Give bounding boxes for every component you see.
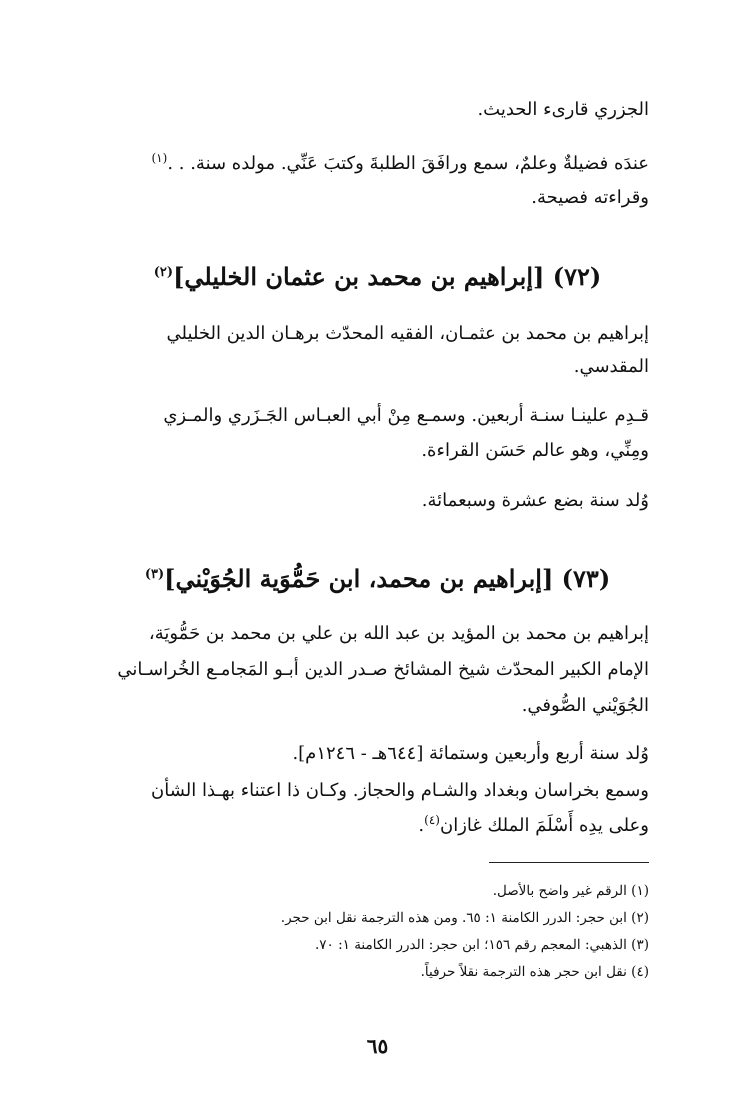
entry-73-para-3-line-1 (100, 777, 649, 805)
entry-72-para-1-line-1 (100, 320, 649, 348)
page-number: ٦٥ (366, 1034, 389, 1058)
footnote-1 (100, 880, 649, 902)
entry-72-para-2-line-1 (100, 402, 649, 430)
intro-para-line-1 (100, 150, 649, 178)
entry-heading-text: (٧٢) [إبراهيم بن محمد بن عثمان الخليلي] (173, 262, 602, 291)
intro-para-text: عندَه فضيلةٌ وعلمٌ، سمع ورافَقَ الطلبةَ وكتبَ عَنِّي. مولده سنة. . . (167, 153, 649, 174)
footnote-text: (١) الرقم غير واضح بالأصل. (492, 883, 649, 899)
footnote-ref[interactable]: (١) (151, 151, 168, 165)
footnote-ref[interactable]: (٤) (424, 813, 440, 827)
entry-73-para-1-line-1 (100, 620, 649, 648)
entry-73-para-1-line-3 (100, 692, 649, 720)
footnote-separator (489, 862, 649, 863)
entry-text: وُلد سنة أربع وأربعين وستمائة [٦٤٤هـ - ١٢٤٦م]. (292, 743, 649, 764)
footnote-4 (100, 961, 649, 983)
entry-72-para-3-line-1 (100, 487, 649, 515)
entry-heading-73 (90, 562, 665, 596)
footnote-2 (100, 907, 649, 929)
footnote-text: (٢) ابن حجر: الدرر الكامنة ١: ٦٥. ومن هذه الترجمة نقل ابن حجر. (280, 910, 649, 926)
footnote-text: (٣) الذهبي: المعجم رقم ١٥٦؛ ابن حجر: الدرر الكامنة ١: ٧٠. (314, 937, 649, 953)
entry-text: الإمام الكبير المحدّث شيخ المشائخ صـدر الدين أبـو المَجامـع الخُراسـاني (117, 659, 649, 680)
entry-text: ومِنِّي، وهو عالم حَسَن القراءة. (421, 440, 649, 461)
entry-heading-72 (90, 260, 665, 294)
intro-line (100, 96, 649, 124)
entry-73-para-1-line-2 (100, 656, 649, 684)
entry-text: الجُوَيْني الصُّوفي. (521, 695, 649, 716)
entry-text: قـدِم علينـا سنـة أربعين. وسمـع مِنْ أبي العبـاس الجَـزَري والمـزي (163, 405, 649, 426)
entry-text: إبراهيم بن محمد بن المؤيد بن عبد الله بن علي بن محمد بن حَمُّويَة، (148, 623, 649, 644)
footnote-text: (٤) نقل ابن حجر هذه الترجمة نقلاً حرفياً. (420, 964, 649, 980)
entry-text-end: . (418, 815, 425, 836)
entry-heading-text: (٧٣) [إبراهيم بن محمد، ابن حَمُّوَية الجُوَيْني] (164, 564, 611, 593)
entry-text: وعلى يدِه أَسْلَمَ الملك غازان (439, 815, 649, 836)
footnote-3 (100, 934, 649, 956)
intro-para-line-2 (100, 184, 649, 212)
footnote-ref[interactable]: (٢) (153, 265, 174, 280)
footnote-ref[interactable]: (٣) (144, 567, 165, 582)
entry-text: وُلد سنة بضع عشرة وسبعمائة. (421, 490, 649, 511)
entry-text: وسمع بخراسان وبغداد والشـام والحجاز. وكـان ذا اعتناء بهـذا الشأن (151, 780, 649, 801)
entry-text: المقدسي. (573, 356, 649, 377)
entry-73-para-3-line-2 (100, 812, 649, 840)
entry-72-para-2-line-2 (100, 437, 649, 465)
entry-text: إبراهيم بن محمد بن عثمـان، الفقيه المحدّث برهـان الدين الخليلي (166, 323, 649, 344)
entry-73-para-2-line-1 (100, 740, 649, 768)
intro-para-text: وقراءته فصيحة. (531, 187, 649, 208)
intro-text: الجزري قارىء الحديث. (477, 99, 649, 120)
entry-72-para-1-line-2 (100, 353, 649, 381)
